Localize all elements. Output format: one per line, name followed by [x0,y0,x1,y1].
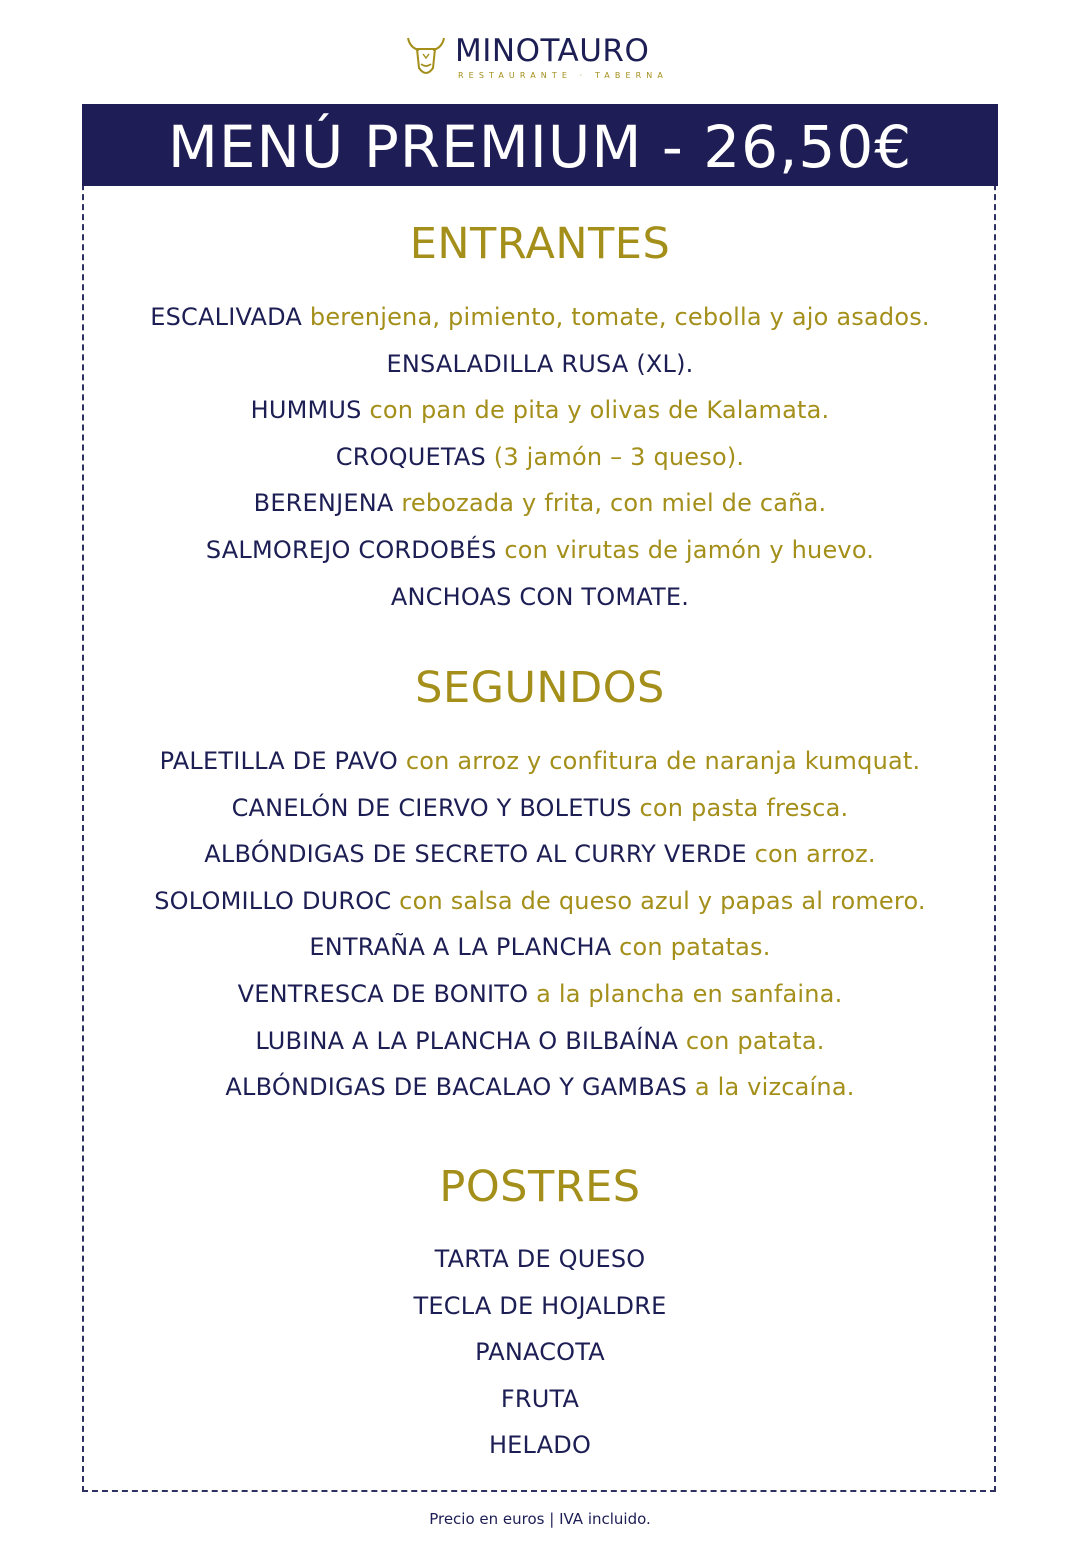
dish-name: CROQUETAS [335,442,486,471]
dish-name: ESCALIVADA [150,303,303,331]
list-item [82,434,998,481]
dish-name: BERENJENA [253,489,394,518]
dish-name: CANELÓN DE CIERVO Y BOLETUS [231,793,632,822]
segundos-list [82,738,998,1111]
list-item [82,341,998,388]
dish-name: TARTA DE QUESO [434,1245,646,1273]
list-item [82,294,998,341]
dish-name: VENTRESCA DE BONITO [237,979,529,1008]
list-item [82,738,998,785]
dish-description: con arroz. [746,840,876,869]
section-title-entrantes: ENTRANTES [409,219,671,269]
list-item [82,387,998,434]
dish-description: a la plancha en sanfaina. [528,979,843,1008]
dish-description: berenjena, pimiento, tomate, cebolla y ajo asados. [302,303,930,331]
dish-description: con virutas de jamón y huevo. [496,535,875,564]
list-item [82,785,998,832]
dish-description: con pan de pita y olivas de Kalamata. [361,396,830,425]
dish-name: PALETILLA DE PAVO [159,747,399,775]
dish-description: con patatas. [611,933,771,962]
list-item [82,480,998,527]
list-item [82,1329,998,1376]
dish-name: ENTRAÑA A LA PLANCHA [309,933,612,962]
dish-name: PANACOTA [475,1338,605,1367]
dish-description: con pasta fresca. [631,793,849,822]
restaurant-logo [400,32,690,86]
dish-name: HELADO [488,1431,592,1460]
bull-head-icon [404,34,448,82]
list-item [82,1018,998,1065]
entrantes-list [82,294,998,620]
price-note: Precio en euros | IVA incluido. [429,1510,651,1528]
dish-name: ALBÓNDIGAS DE SECRETO AL CURRY VERDE [204,840,747,869]
list-item [82,1064,998,1111]
dish-name: LUBINA A LA PLANCHA O BILBAÍNA [255,1026,679,1055]
list-item [82,1283,998,1330]
list-item [82,971,998,1018]
dish-name: SALMOREJO CORDOBÉS [205,535,497,564]
list-item [82,574,998,621]
logo-name: MINOTAURO [455,33,650,69]
logo-subtitle: RESTAURANTE · TABERNA [458,71,668,80]
dish-name: HUMMUS [250,396,362,425]
list-item [82,924,998,971]
list-item [82,831,998,878]
list-item [82,878,998,925]
postres-list [82,1236,998,1469]
dish-name: ALBÓNDIGAS DE BACALAO Y GAMBAS [225,1073,688,1102]
dish-name: ENSALADILLA RUSA (XL). [386,349,694,378]
dish-name: SOLOMILLO DUROC [154,886,392,915]
section-title-postres: POSTRES [439,1162,641,1212]
dish-description: (3 jamón – 3 queso). [485,442,745,471]
dish-description: rebozada y frita, con miel de caña. [393,489,827,518]
list-item [82,1422,998,1469]
list-item [82,1376,998,1423]
dish-description: a la vizcaína. [687,1073,855,1102]
menu-title-banner: MENÚ PREMIUM - 26,50€ [82,104,998,186]
list-item [82,1236,998,1283]
dish-description: con patata. [678,1026,825,1055]
section-title-segundos: SEGUNDOS [415,663,665,713]
dish-description: con salsa de queso azul y papas al romero. [391,886,926,915]
dish-name: ANCHOAS CON TOMATE. [390,582,690,611]
list-item [82,527,998,574]
dish-name: TECLA DE HOJALDRE [413,1291,667,1320]
dish-description: con arroz y confitura de naranja kumquat. [398,747,921,775]
dish-name: FRUTA [500,1384,580,1413]
